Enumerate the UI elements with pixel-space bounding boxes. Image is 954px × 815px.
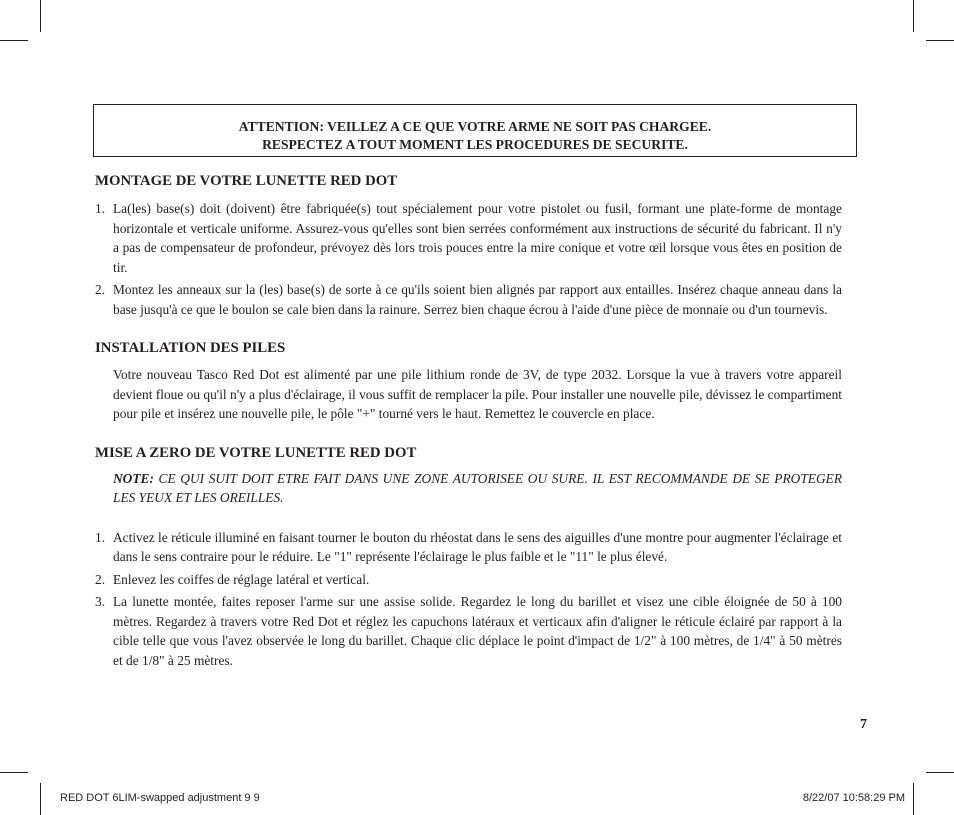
section-heading-zeroing: MISE A ZERO DE VOTRE LUNETTE RED DOT: [95, 444, 417, 461]
warning-line-2: RESPECTEZ A TOUT MOMENT LES PROCEDURES DE SECURITE.: [262, 137, 688, 152]
step-text: Activez le réticule illuminé en faisant tourner le bouton du rhéostat dans le sens des aiguilles d'une montre pour augmenter l'éclairage et dans le sens contraire pour le réduire. Le "1" représente l'éclairage le plus faible et le "11" le plus élevé.: [113, 529, 842, 564]
crop-mark: [0, 40, 28, 41]
step-text: La lunette montée, faites reposer l'arme sur une assise solide. Regardez le long du barillet et visez une cible éloignée de 50 à 100 mètres. Regardez à travers votre Red Dot et réglez les capuchons latéraux et verticaux afin d'aligner le réticule éclairé par rapport à la cible telle que vous l'avez observée le long du barillet. Chaque clic déplace le point d'impact de 1/2" à 100 mètres, de 1/4" à 50 mètres et de 1/8" à 25 mètres.: [113, 594, 842, 668]
safety-note: [95, 469, 842, 508]
crop-mark: [926, 772, 954, 773]
note-label: NOTE:: [113, 470, 154, 486]
zeroing-step: [95, 528, 842, 567]
safety-warning-box: [93, 104, 857, 157]
zeroing-steps-list: [95, 528, 842, 671]
batteries-paragraph: Votre nouveau Tasco Red Dot est alimenté par une pile lithium ronde de 3V, de type 2032. Lorsque la vue à travers votre appareil devient floue ou qu'il n'y a plus d'éclairage, il vous suffit de remplacer la pile. Pour installer une nouvelle pile, dévissez le compartiment pour pile et insérez une nouvelle pile, le pôle "+" tourné vers le haut. Remettez le couvercle en place.: [113, 367, 842, 421]
footer-filename: RED DOT 6LIM-swapped adjustment 9 9: [60, 792, 260, 804]
crop-mark: [926, 40, 954, 41]
crop-mark: [913, 783, 914, 815]
step-text: Enlevez les coiffes de réglage latéral et vertical.: [113, 571, 370, 587]
step-number: 1.: [95, 201, 106, 216]
mounting-step: [95, 280, 842, 319]
note-text: CE QUI SUIT DOIT ETRE FAIT DANS UNE ZONE AUTORISEE OU SURE. IL EST RECOMMANDE DE SE PROTEGER LES YEUX ET LES OREILLES.: [113, 470, 842, 505]
page-number: 7: [860, 717, 867, 732]
step-number: 3.: [95, 594, 106, 609]
crop-mark: [913, 0, 914, 32]
footer-timestamp: 8/22/07 10:58:29 PM: [802, 792, 905, 804]
warning-line-1: ATTENTION: VEILLEZ A CE QUE VOTRE ARME NE SOIT PAS CHARGEE.: [238, 119, 712, 134]
crop-mark: [40, 0, 41, 32]
step-text: Montez les anneaux sur la (les) base(s) de sorte à ce qu'ils soient bien alignés par rapport aux entailles. Insérez chaque anneau dans la base jusqu'à ce que le boulon se cale bien dans la rainure. Serrez bien chaque écrou à l'aide d'une pièce de monnaie ou d'un tournevis.: [113, 282, 842, 317]
step-number: 2.: [95, 571, 106, 587]
section-heading-batteries: INSTALLATION DES PILES: [95, 340, 286, 356]
mounting-step: [95, 199, 842, 277]
crop-mark: [40, 783, 41, 815]
section-heading-mounting: MONTAGE DE VOTRE LUNETTE RED DOT: [95, 173, 398, 189]
page-content: [95, 172, 842, 670]
step-text: La(les) base(s) doit (doivent) être fabriquée(s) tout spécialement pour votre pistolet ou fusil, formant une plate-forme de montage horizontale et verticale uniforme. Assurez-vous qu'elles sont bien serrées conformément aux instructions de sécurité du fabricant. Il n'y a pas de compensateur de profondeur, prévoyez dès lors trois pouces entre la mire conique et votre œil lorsque vous êtes en position de tir.: [113, 201, 842, 275]
zeroing-step: [95, 592, 842, 670]
crop-mark: [0, 772, 28, 773]
step-number: 1.: [95, 529, 106, 545]
zeroing-step: [95, 570, 842, 590]
step-number: 2.: [95, 282, 106, 297]
mounting-steps-list: [95, 199, 842, 319]
